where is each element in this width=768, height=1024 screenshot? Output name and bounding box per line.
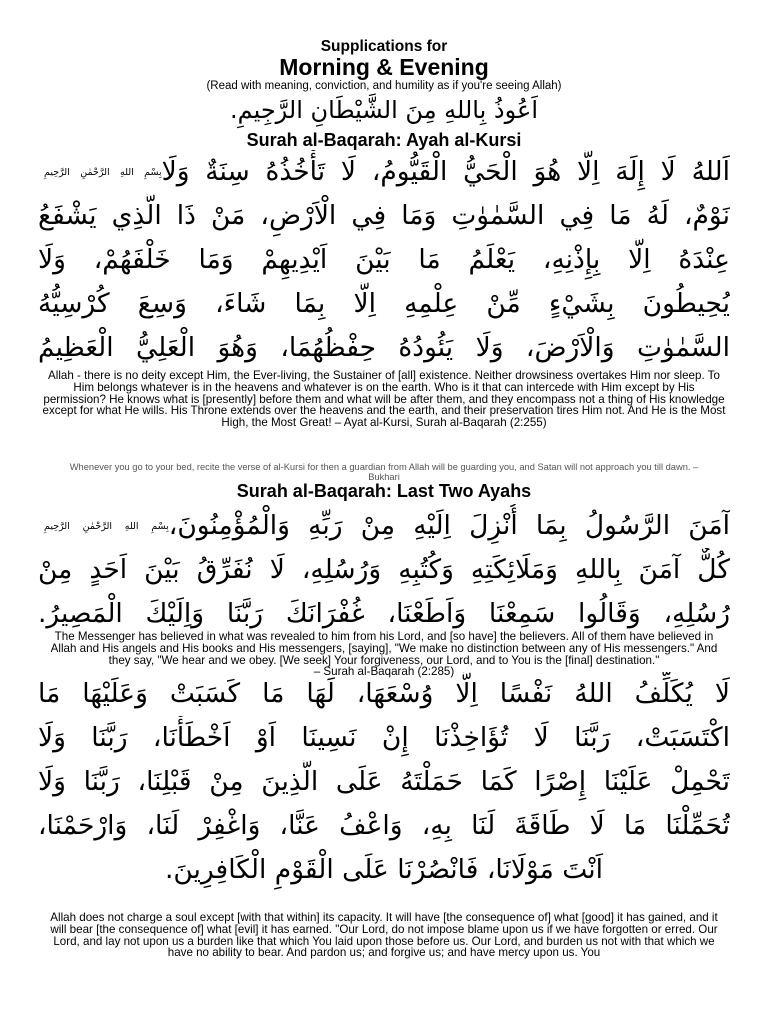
- hadith-note: Whenever you go to your bed, recite the verse of al-Kursi for then a guardian from Allah will be guarding you, and Satan will not approach you till dawn. – Bukhari: [69, 462, 699, 482]
- arabic-line-text: آمَنَ الرَّسُولُ بِمَا أُنْزِلَ اِلَيْهِ مِنْ رَبِّهِ وَالْمُؤْمِنُونَ،: [168, 510, 730, 541]
- title-line-1: Supplications for: [320, 38, 448, 55]
- arabic-line: نَوْمٌ، لَهُ مَا فِي السَّمٰوٰتِ وَمَا فِي الْاَرْضِ، مَنْ ذَا الَّذِي يَشْفَعُ: [38, 200, 730, 231]
- arabic-line: تُحَمِّلْنَا مَا لَا طَاقَةَ لَنَا بِهِ، وَاعْفُ عَنَّا، وَاغْفِرْ لَنَا، وَارْحَمْنَا،: [38, 810, 730, 841]
- ayat-al-kursi-arabic: [38, 150, 730, 370]
- arabic-line: السَّمٰوٰتِ وَالْاَرْضَ، وَلَا يَئُودُهُ حِفْظُهُمَا، وَهُوَ الْعَلِيُّ الْعَظِيمُ: [38, 332, 730, 363]
- ayah-286-translation: Allah does not charge a soul except [with that within] its capacity. It will have [the consequence of] what [good] it has gained, and it will bear [the consequence of] what [evil] it has earned. "Our Lord, do not impose blame upon us if we have forgotten or erred. Our Lord, and lay not upon us a burden like that which You laid upon those before us. Our Lord, and burden us not with that which we have no ability to bear. And pardon us; and forgive us; and have mercy upon us. You: [50, 911, 718, 960]
- last-two-ayahs-heading: Surah al-Baqarah: Last Two Ayahs: [236, 481, 532, 501]
- arabic-line: كُلٌّ آمَنَ بِاللهِ وَمَلَائِكَتِهِ وَكُتُبِهِ وَرُسُلِهِ، لَا نُفَرِّقُ بَيْنَ اَحَدٍ مِنْ: [38, 554, 730, 585]
- translation-text: The Messenger has believed in what was revealed to him from his Lord, and [so have] the believers. All of them have believed in Allah and His angels and His books and His messengers, [saying], "We make no distinction between any of His messengers." And they say, "We hear and we obey. [We seek] Your forgiveness, our Lord, and to You is the [final] destination.": [50, 630, 718, 667]
- ayat-al-kursi-translation: Allah - there is no deity except Him, the Ever-living, the Sustainer of [all] existence. Neither drowsiness overtakes Him nor sleep. To Him belongs whatever is in the heavens and whatever is on the earth. Who is it that can intercede with Him except by His permission? He knows what is [presently] before them and what will be after them, and they encompass not a thing of His knowledge except for what He wills. His Throne extends over the heavens and the earth, and their preservation tires Him not. And He is the Most High, the Most Great! – Ayat al-Kursi, Surah al-Baqarah (2:255): [42, 369, 726, 430]
- arabic-line-text: اَللهُ لَا إِلَهَ اِلَّا هُوَ الْحَيُّ الْقَيُّومُ، لَا تَأْخُذُهُ سِنَةٌ وَلَا: [161, 156, 730, 187]
- page-title: Morning & Evening: [279, 54, 489, 80]
- ayat-al-kursi-heading: Surah al-Baqarah: Ayah al-Kursi: [246, 130, 522, 150]
- arabic-line: اكْتَسَبَتْ، رَبَّنَا لَا تُؤَاخِذْنَا إِنْ نَسِينَا اَوْ اَخْطَأْنَا، رَبَّنَا وَلَا: [38, 722, 730, 753]
- basmala: بِسْمِ اللهِ الرَّحْمٰنِ الرَّحِيمِ: [44, 166, 162, 178]
- subtitle: (Read with meaning, conviction, and humility as if you're seeing Allah): [206, 80, 562, 92]
- arabic-line: عِنْدَهُ اِلَّا بِإِذْنِهِ، يَعْلَمُ مَا بَيْنَ اَيْدِيهِمْ وَمَا خَلْفَهُمْ، وَلَا: [38, 244, 730, 275]
- arabic-line: يُحِيطُونَ بِشَيْءٍ مِّنْ عِلْمِهِ اِلَّا بِمَا شَاءَ، وَسِعَ كُرْسِيُّهُ: [38, 288, 730, 319]
- arabic-line: [38, 150, 730, 194]
- arabic-line: [38, 504, 730, 548]
- citation: – Surah al-Baqarah (2:285): [313, 665, 455, 679]
- taawwudh-text: اَعُوذُ بِاللهِ مِنَ الشَّيْطَانِ الرَّجِيمِ.: [230, 96, 538, 124]
- ayah-286-arabic: [38, 672, 730, 892]
- arabic-line: لَا يُكَلِّفُ اللهُ نَفْسًا اِلَّا وُسْعَهَا، لَهَا مَا كَسَبَتْ وَعَلَيْهَا مَا: [38, 678, 730, 709]
- arabic-line: اَنْتَ مَوْلَانَا، فَانْصُرْنَا عَلَى الْقَوْمِ الْكَافِرِينَ.: [164, 854, 604, 885]
- ayah-285-arabic: [38, 504, 730, 636]
- arabic-line: تَحْمِلْ عَلَيْنَا إِصْرًا كَمَا حَمَلْتَهُ عَلَى الَّذِينَ مِنْ قَبْلِنَا، رَبَّنَا وَلَا: [38, 766, 730, 797]
- arabic-line: رُسُلِهِ، وَقَالُوا سَمِعْنَا وَاَطَعْنَا، غُفْرَانَكَ رَبَّنَا وَاِلَيْكَ الْمَصِيرُ.: [38, 598, 730, 629]
- basmala: بِسْمِ اللهِ الرَّحْمٰنِ الرَّحِيمِ: [44, 520, 169, 532]
